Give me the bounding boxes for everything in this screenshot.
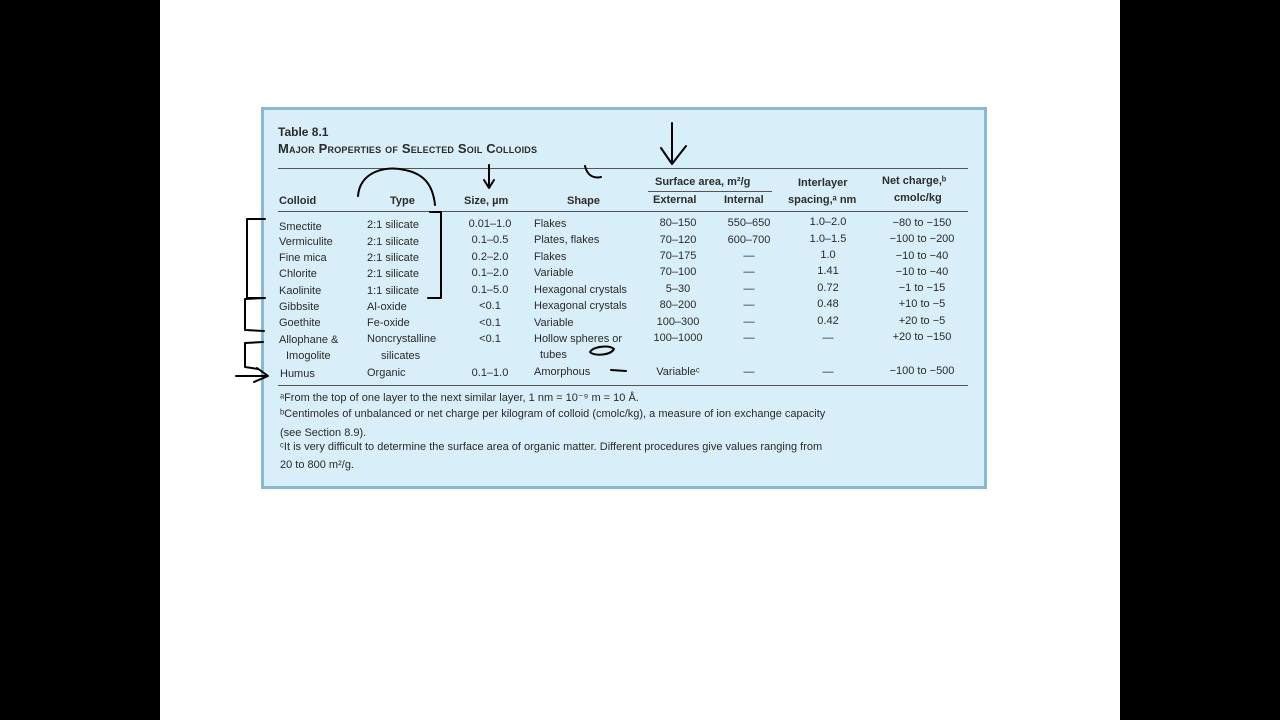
cell-type: 2:1 silicate	[367, 252, 419, 264]
footnote-b: ᵇCentimoles of unbalanced or net charge per kilogram of colloid (cmolc/kg), a measure of ion exchange capacity	[280, 408, 826, 420]
header-rule-bottom	[278, 211, 968, 212]
cell-size: <0.1	[479, 300, 501, 312]
cell-colloid-cont: Imogolite	[286, 350, 331, 362]
cell-colloid: Gibbsite	[279, 301, 320, 313]
cell-charge: +20 to −5	[898, 315, 946, 327]
header-interlayer: Interlayer	[798, 177, 848, 189]
header-net-charge-unit: cmolc/kg	[894, 192, 942, 204]
cell-internal: —	[743, 283, 755, 295]
cell-colloid: Allophane &	[279, 334, 339, 346]
cell-internal: —	[743, 266, 755, 278]
cell-internal: 600–700	[727, 234, 771, 246]
header-type: Type	[390, 195, 415, 207]
cell-charge: −100 to −500	[889, 365, 955, 377]
cell-charge: −10 to −40	[895, 266, 949, 278]
cell-shape: Plates, flakes	[534, 234, 600, 246]
cell-shape: Hexagonal crystals	[534, 300, 627, 312]
cell-colloid: Kaolinite	[279, 285, 322, 297]
cell-charge: −100 to −200	[889, 233, 955, 245]
cell-charge: −10 to −40	[895, 250, 949, 262]
cell-spacing: 1.0–2.0	[809, 216, 847, 228]
cell-spacing: 0.72	[817, 282, 839, 294]
header-size: Size, µm	[464, 195, 509, 207]
body-rule-bottom	[278, 385, 968, 386]
header-surface-area: Surface area, m²/g	[655, 176, 751, 188]
cell-external: Variableᶜ	[656, 366, 700, 378]
header-spacing: spacing,ᵃ nm	[788, 194, 857, 206]
cell-internal: —	[743, 366, 755, 378]
cell-spacing: —	[822, 366, 834, 378]
cell-type: Al-oxide	[367, 301, 407, 313]
cell-shape: Variable	[534, 267, 574, 279]
cell-size: 0.1–0.5	[471, 234, 509, 246]
cell-colloid: Vermiculite	[279, 236, 333, 248]
cell-external: 70–120	[659, 234, 697, 246]
cell-spacing: 0.48	[817, 298, 839, 310]
cell-spacing: 1.41	[817, 265, 839, 277]
cell-external: 70–175	[659, 250, 697, 262]
cell-type: 1:1 silicate	[367, 285, 419, 297]
cell-external: 70–100	[659, 266, 697, 278]
cell-type: 2:1 silicate	[367, 236, 419, 248]
cell-type: 2:1 silicate	[367, 268, 419, 280]
cell-size: 0.1–2.0	[471, 267, 509, 279]
cell-colloid: Goethite	[279, 317, 321, 329]
cell-charge: +10 to −5	[898, 298, 946, 310]
cell-colloid: Smectite	[279, 221, 322, 233]
table-title: Major Properties of Selected Soil Colloids	[278, 141, 538, 156]
cell-internal: —	[743, 316, 755, 328]
cell-type: Noncrystalline	[367, 333, 437, 345]
header-colloid: Colloid	[279, 195, 317, 207]
cell-size: <0.1	[479, 317, 501, 329]
cell-spacing: 1.0	[820, 249, 836, 261]
cell-internal: —	[743, 299, 755, 311]
cell-shape: Flakes	[534, 251, 567, 263]
cell-external: 100–1000	[653, 332, 703, 344]
cell-charge: −1 to −15	[898, 282, 946, 294]
cell-charge: +20 to −150	[892, 331, 952, 343]
table-number: Table 8.1	[278, 125, 329, 139]
cell-spacing: 1.0–1.5	[809, 233, 847, 245]
cell-size: 0.1–1.0	[471, 367, 509, 379]
cell-type: Fe-oxide	[367, 317, 410, 329]
header-rule-top	[278, 168, 968, 169]
cell-spacing: —	[822, 332, 834, 344]
cell-size: 0.2–2.0	[471, 251, 509, 263]
cell-internal: —	[743, 250, 755, 262]
header-external: External	[653, 194, 697, 206]
cell-shape-cont: tubes	[540, 349, 567, 361]
cell-type: Organic	[367, 367, 406, 379]
footnote-c: ᶜIt is very difficult to determine the surface area of organic matter. Different procedures give values ranging from	[280, 441, 823, 453]
cell-shape: Hexagonal crystals	[534, 284, 627, 296]
cell-charge: −80 to −150	[892, 217, 952, 229]
cell-external: 80–200	[659, 299, 697, 311]
cell-spacing: 0.42	[817, 315, 839, 327]
cell-shape: Amorphous	[534, 366, 591, 378]
cell-size: 0.01–1.0	[468, 218, 512, 230]
cell-internal: 550–650	[727, 217, 771, 229]
surface-area-rule	[648, 191, 772, 192]
cell-colloid: Chlorite	[279, 268, 317, 280]
footnote-a: ᵃFrom the top of one layer to the next similar layer, 1 nm = 10⁻⁹ m = 10 Å.	[280, 392, 639, 404]
cell-external: 5–30	[665, 283, 691, 295]
footnote-c-cont: 20 to 800 m²/g.	[280, 459, 354, 471]
cell-type: 2:1 silicate	[367, 219, 419, 231]
cell-type-cont: silicates	[381, 350, 421, 362]
cell-shape: Hollow spheres or	[534, 333, 623, 345]
header-net-charge: Net charge,ᵇ	[882, 175, 947, 187]
cell-internal: —	[743, 332, 755, 344]
cell-colloid: Fine mica	[279, 252, 327, 264]
footnote-b-cont: (see Section 8.9).	[280, 427, 367, 439]
cell-shape: Flakes	[534, 218, 567, 230]
cell-external: 80–150	[659, 217, 697, 229]
cell-size: <0.1	[479, 333, 501, 345]
header-internal: Internal	[724, 194, 764, 206]
cell-shape: Variable	[534, 317, 574, 329]
cell-size: 0.1–5.0	[471, 284, 509, 296]
cell-colloid: Humus	[280, 368, 315, 380]
cell-external: 100–300	[656, 316, 700, 328]
header-shape: Shape	[567, 195, 601, 207]
